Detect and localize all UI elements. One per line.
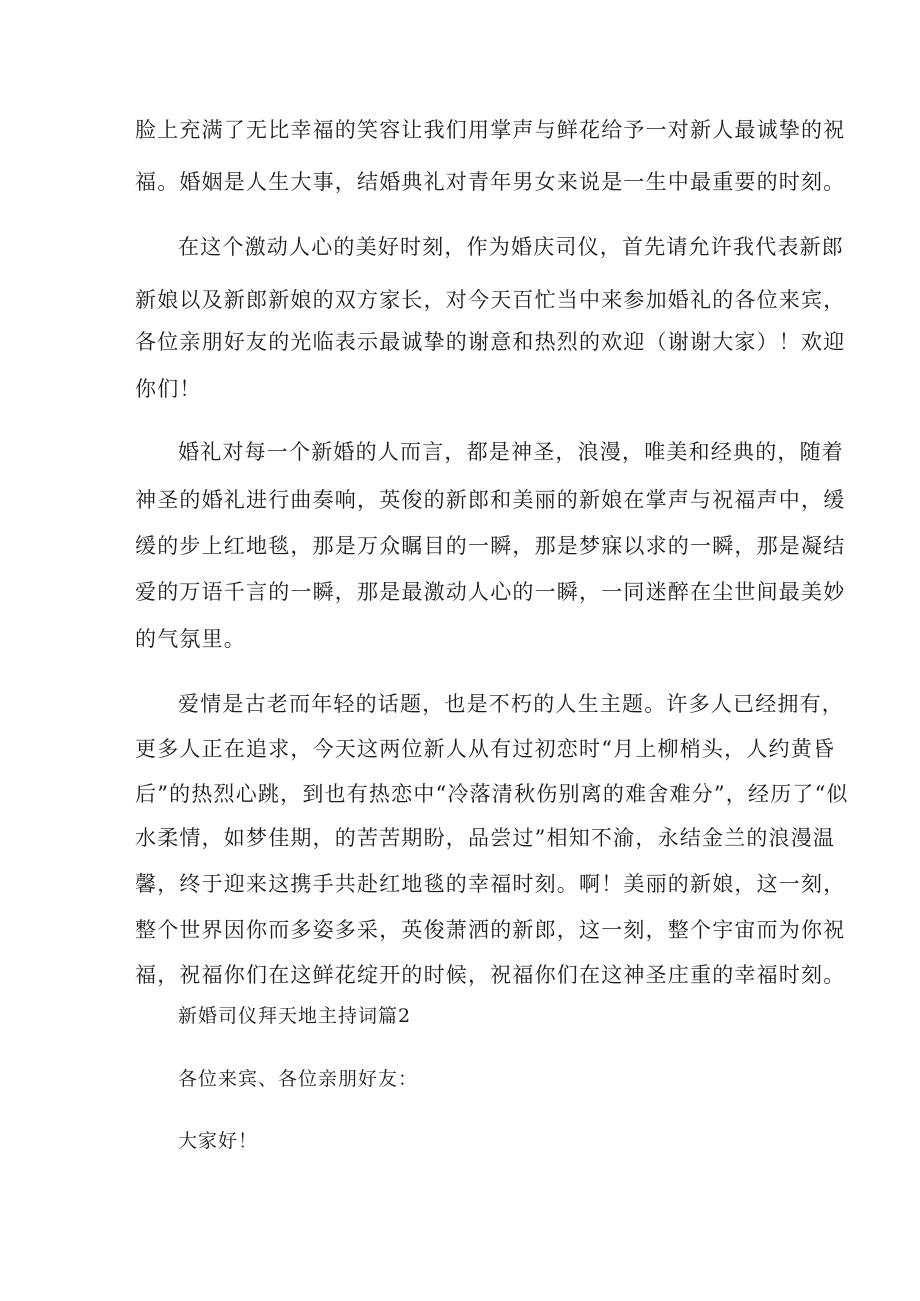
paragraph-2-line-1: 在这个激动人心的美好时刻，作为婚庆司仪，首先请允许我代表新郎 [178, 235, 844, 259]
section-title: 新婚司仪拜天地主持词篇2 [178, 1005, 412, 1027]
salutation: 各位来宾、各位亲朋好友： [178, 1068, 419, 1090]
paragraph-4-line-1: 爱情是古老而年轻的话题，也是不朽的人生主题。许多人已经拥有， [178, 692, 844, 716]
paragraph-2-line-2: 新娘以及新郎新娘的双方家长，对今天百忙当中来参加婚礼的各位来宾， [135, 288, 846, 312]
paragraph-4-line-4: 水柔情，如梦佳期，的苦苦期盼，品尝过”相知不渝，永结金兰的浪漫温 [135, 826, 836, 850]
paragraph-3-line-2: 神圣的婚礼进行曲奏响，英俊的新郎和美丽的新娘在掌声与祝福声中，缓 [135, 488, 846, 512]
paragraph-1-line-2: 福。婚姻是人生大事，结婚典礼对青年男女来说是一生中最重要的时刻。 [135, 170, 846, 194]
paragraph-4-line-6: 整个世界因你而多姿多采，英俊萧洒的新郎，这一刻，整个宇宙而为你祝 [135, 918, 846, 942]
paragraph-2-line-3: 各位亲朋好友的光临表示最诚挚的谢意和热烈的欢迎（谢谢大家）！欢迎 [135, 330, 846, 354]
paragraph-4-line-7: 福，祝福你们在这鲜花绽开的时候，祝福你们在这神圣庄重的幸福时刻。 [135, 963, 846, 987]
greeting: 大家好！ [178, 1130, 259, 1152]
paragraph-3-line-3: 缓的步上红地毯，那是万众瞩目的一瞬，那是梦寐以求的一瞬，那是凝结 [135, 534, 846, 558]
paragraph-3-line-1: 婚礼对每一个新婚的人而言，都是神圣，浪漫，唯美和经典的，随着 [178, 440, 844, 464]
paragraph-1-line-1: 脸上充满了无比幸福的笑容让我们用掌声与鲜花给予一对新人最诚挚的祝 [135, 118, 846, 142]
paragraph-4-line-5: 馨，终于迎来这携手共赴红地毯的幸福时刻。啊！美丽的新娘，这一刻， [135, 872, 846, 896]
paragraph-3-line-5: 的气氛里。 [135, 627, 246, 651]
paragraph-4-line-3: 后”的热烈心跳，到也有热恋中“冷落清秋伤别离的难舍难分”，经历了“似 [135, 782, 849, 806]
paragraph-2-line-4: 你们！ [135, 377, 202, 401]
paragraph-3-line-4: 爱的万语千言的一瞬，那是最激动人心的一瞬，一同迷醉在尘世间最美妙 [135, 580, 846, 604]
paragraph-4-line-2: 更多人正在追求，今天这两位新人从有过初恋时“月上柳梢头，人约黄昏 [135, 737, 836, 761]
